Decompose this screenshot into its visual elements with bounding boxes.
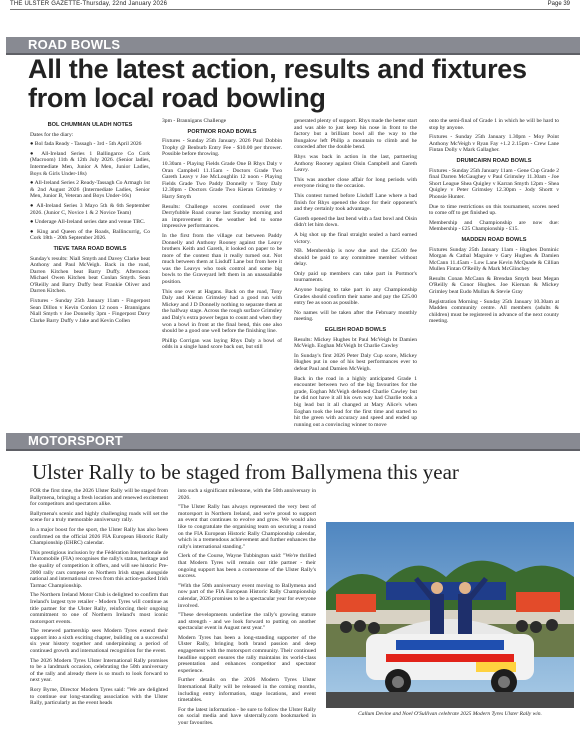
column-paragraph: ● Underage All-Ireland series date and venue TBC. [30, 219, 146, 226]
column-subheading: TIEVE TARA ROAD BOWLS [53, 245, 127, 252]
column-paragraph: Registration Morning - Sunday 25th January 10.30am at Madden community centre. All members (adults & children) must be registered in advance of the next county meeting. [429, 298, 560, 325]
header-rule [10, 9, 570, 10]
column-paragraph: Fixtures - Sunday 25th January 11am - Fingerpost Sean Dillon v Kevin Conlon 12 noon - Brannigans Niall Smyth v Joe Donnelly 3pm - Fingerpost Davy Clarke Barry Duffy v Jake and Kevin Collen [30, 298, 150, 324]
article-paragraph: "These developments underline the rally's growing stature and strength - and we look forward to putting on another spectacular event in August next year." [178, 612, 316, 632]
column-paragraph: Results Conan McCann & Brendan Smyth beat Megan O'Reilly & Conor Hughes. Joe Kiernan & Mickey Grimley beat Eudo Mullan & Stevie Gray [429, 275, 559, 296]
road-bowls-section-label: ROAD BOWLS [28, 37, 121, 52]
column-paragraph: Fixtures - Sunday 25th January 1.30pm - Moy Point Anthony McVeigh v Ryan Fay +1.2 2.15pm - Crew Lane Fintan Dolly v Mark Gallagher. [429, 134, 559, 154]
column-paragraph: Dates for the diary: [30, 131, 74, 138]
article-paragraph: Modern Tyres has been a long-standing supporter of the Ulster Rally, bringing both brand passion and deep engagement with the motorsport community. Their continued headline support ensures the rally maintains its world-class presentation and enhances competitor and spectator experience. [178, 634, 316, 674]
column-paragraph: A big shot up the final straight sealed a hard earned victory. [294, 231, 417, 245]
page-header [0, 0, 580, 10]
article-paragraph: The Northern Ireland Motor Club is delighted to confirm that Ireland's largest tyre retailer - Modern Tyres will continue as title partner for the Ulster Rally, reinforcing their ongoing commitment to one of Northern Ireland's most iconic motorsport events. [30, 592, 168, 625]
article-paragraph: This prestigious inclusion by the Fédération Internationale de l'Automobile (FIA) recognises the rally's status, heritage and the quality of competition it offers, and will see historic Pre-2000 rally cars compete on Northern Irish stages alongside national and international crews from this action-packed Irish Tarmac Championship. [30, 549, 168, 589]
column-subheading: PORTMOR ROAD BOWLS [187, 128, 257, 135]
road-bowls-headline: All the latest action, results and fixtures from local road bowling [28, 54, 527, 113]
column-subheading: DRUMCAIRN ROAD BOWLS [456, 157, 532, 164]
article-paragraph: FOR the first time, the 2026 Ulster Rally will be staged from Ballymena, bringing a fresh location and renewed excitement for competitors and spectators alike. [30, 488, 168, 508]
column-paragraph: Results: Mickey Hughes bt Paul McVeigh bt Damien McVeigh. Eoghan McVeigh bt Charlie Cawley [294, 336, 417, 350]
article-paragraph: Rory Byrne, Director Modern Tyres said: "We are delighted to continue our long-standing association with the Ulster Rally, particularly as the event heads [30, 687, 168, 707]
motorsport-section-label: MOTORSPORT [28, 433, 123, 448]
column-paragraph: generated plenty of support. Rhys made the better start and was able to just keep his nose in front to the factory but a brilliant bowl all the way to the Bungalow left Philip a mountain to climb and he conceded after the double bend. [294, 118, 417, 151]
column-paragraph: Fixtures Sunday 25th January 11am - Hughes Dominic Morgan & Cathal Maguire v Gary Hughes & Damien McCann 11.45am - Low Lane Kevin McQuade & Cillian Mullen Fintan O'Reilly & Mark McGlinchey [429, 246, 559, 273]
road-bowls-column-2 [162, 118, 282, 354]
motorsport-column-2 [178, 488, 316, 730]
rally-celebration-photo [326, 522, 574, 708]
column-paragraph: This one over at Hagans. Back on the road, Tony Daly and Kieran Grimsley had a good run with Mickey and J D Donnelly nothing to separate them at the halfway stage. Across the rough surface Grimsley and Daly's extra power began to count and when they won a bowl in front at the final bend, this one also should be a good one well before the finishing line. [162, 288, 282, 335]
column-paragraph: This contest turned before Lisduff Lane where a bad finish for Rhys opened the door for their opponent's and they certainly took advantage. [294, 192, 417, 213]
photo-caption: Callum Devine and Noel O'Sullivan celebrate 2025 Modern Tyres Ulster Rally win. [358, 711, 542, 717]
column-paragraph: No names will be taken after the February monthly meeting. [294, 309, 417, 323]
motorsport-section-bar [6, 433, 580, 449]
road-bowls-section-bar [6, 37, 580, 53]
road-bowls-column-4 [429, 118, 559, 328]
column-paragraph: 3pm - Brannigans Challenge [162, 118, 227, 124]
article-paragraph: For the latest information - be sure to follow the Ulster Rally on social media and have ulsterrally.com bookmarked in your favourites. [178, 706, 316, 726]
column-paragraph: Fixtures - Sunday 25th January 11am - Gene Cup Grade 2 final Darren McGaughey v Paul Grimsley 11.30am - Joe Short League Shea Quigley v Karran Smyth 12pm - Shea Quigley v Peter Grimsley 12.30pm - Jody Shortt v Phonsie Hunter. [429, 167, 559, 200]
column-paragraph: 10.30am - Playing Fields Grade One B Rhys Daly v Oran Campbell 11.15am - Doctors Grade Two Gareth Leavy v Joe McLoughlin 12 noon - Playing Fields Grade Two Paddy Donnelly v Tony Daly 12.30pm - Doctors Grade Two Kieran Grimsley v Harry Smyth [162, 160, 282, 200]
article-paragraph: "With the 50th anniversary event moving to Ballymena and now part of the FIA European Historic Rally Championship calendar, 2026 promises to be a spectacular year for everyone involved. [178, 582, 317, 609]
column-paragraph: Results: Challenge scores continued over the Derryfubble Road course last Sunday morning and an improvement in the weather led to some impressive performances. [162, 203, 282, 230]
column-paragraph: onto the semi-final of Grade 1 in which he will be hard to stop by anyone. [429, 118, 559, 131]
road-bowls-column-3 [294, 118, 417, 431]
article-paragraph: "The Ulster Rally has always represented the very best of motorsport in Northern Ireland, and we're proud to support an event that continues to evolve and grow. We would also like to congratulate the organising team on securing a round on the FIA European Historic Rally Championship calendar, which is a tremendous achievement and further enhances the rally's international standing." [178, 504, 316, 550]
newspaper-dateline: THE ULSTER GAZETTE-Thursday, 22nd January 2026 [10, 1, 168, 7]
article-paragraph: In a major boost for the sport, the Ulster Rally has also been confirmed on the official 2026 FIA European Historic Rally Championship (EHRC) calendar. [30, 526, 168, 547]
column-paragraph: ● All-Ireland Series 3 Mayo 5th & 6th September 2026. (Junior C, Novice 1 & 2 Novice Team) [30, 202, 150, 216]
column-paragraph: NB. Membership is now due and the £25.00 fee should be paid to any committee member without delay. [294, 248, 417, 268]
column-paragraph: Phillip Corrigan was laying Rhys Daly a bowl of odds in a single hand score back out, but still [162, 337, 282, 351]
column-paragraph: Anyone hoping to take part in any Championship Grades should confirm their name and pay the £25.00 entry fee as soon as possible. [294, 287, 417, 307]
motorsport-column-1 [30, 488, 168, 710]
column-paragraph: Rhys was back in action in the last, partnering Anthony Rooney against Oisin Campbell and Gareth Leavy. [294, 153, 417, 174]
article-paragraph: Clerk of the Course, Wayne Tubbington said: "We're thrilled that Modern Tyres will remain our title partner - their ongoing support has been a cornerstone of the Ulster Rally's success. [178, 553, 316, 580]
column-paragraph: ● Bol fada Ready - Tassagh - 3rd - 5th April 2026 [30, 141, 142, 148]
article-paragraph: The 2026 Modern Tyres Ulster International Rally promises to be a landmark occasion, celebrating the 50th anniversary of the rally and already there is so much to look forward to next year. [30, 657, 168, 684]
column-paragraph: This was another close affair for long periods with everyone rising to the occasion. [294, 176, 417, 190]
column-subheading: EGLISH ROAD BOWLS [324, 327, 387, 334]
column-paragraph: Fixtures - Sunday 25th January. 2026 Paul Dobbin Trophy @ Benburb Entry Fee - $10.00 per thrower. Possible before throwing. [162, 138, 282, 158]
article-paragraph: Further details on the 2026 Modern Tyres Ulster International Rally will be released in the coming months, including entry information, stage locations, and event timetables. [178, 677, 316, 704]
article-paragraph: into such a significant milestone, with the 50th anniversary in 2026. [178, 488, 316, 501]
rally-photo-illustration [326, 522, 574, 708]
column-paragraph: In Sunday's first 2026 Peter Daly Cup score, Mickey Hughes put in one of his best performances ever to defeat Paul and Damien McVeigh. [294, 352, 417, 372]
column-paragraph: ● All-Ireland Series 1 Ballingarce Co Cork (Macroom) 11th & 12th July 2026. (Senior ladies, Intermediate Men, Junior A Men, Junior Ladies, Boys & Girls Under-18s) [30, 150, 150, 177]
column-paragraph: Only paid up members can take part in Portmor's tournaments. [294, 270, 417, 284]
page-number: Page 39 [547, 1, 570, 7]
column-paragraph: Due to time restrictions on this tournament, scores need to come off to get finished up. [429, 203, 559, 217]
column-paragraph: In the first from the village cut between Paddy Donnelly and Anthony Rooney against the Leavy brothers Keith and Gareth, it looked on paper to be more of the contest than it really turned out. Not much between them at Lisduff Lane but from here it was the Leavys who took control and some big bowls to the Graveyard left them in an unassailable position. [162, 232, 282, 286]
article-paragraph: Ballymena's scenic and highly challenging roads will set the scene for a truly memorable anniversary rally. [30, 510, 168, 524]
column-subheading: BOL CHUMMAN ULADH NOTES [47, 122, 133, 128]
column-paragraph: ● All-Ireland Series 2 Ready-Tassagh Co Armagh 1st & 2nd August 2026 (Intermediate Ladies, Senior Men, Junior B, Veteran and Boys Under-16s) [30, 180, 150, 200]
column-paragraph: Sunday's results: Niall Smyth and Davey Clarke beat Anthony and Paul McVeigh. Back in the road, Darren Kitchen beat Barry Duffy. Afternoon: Michael Owen Kitchen beat Conlan Smyth. Sean O'Reilly and Barry Duffy beat Frankie Oliver and Darren Kitchen. [30, 255, 150, 295]
article-paragraph: The renewed partnership sees Modern Tyres extend their support into a sixth exciting chapter, building on a successful six year history together and underpinning a period of continued growth and international recognition for the event. [30, 628, 168, 655]
column-paragraph: Gareth opened the last bend with a fast bowl and Oisin didn't let him down. [294, 215, 417, 229]
column-paragraph: ● King and Queen of the Roads, Ballincurrig, Co Cork 18th - 20th September 2026. [30, 228, 150, 242]
column-subheading: MADDEN ROAD BOWLS [461, 236, 527, 243]
column-paragraph: Membership and Championship are now due: Membership - £25 Championship - £15. [429, 219, 559, 233]
column-paragraph: Back in the road in a highly anticipated Grade 1 encounter between two of the big favourites for the grade, Eoghan McVeigh defeated Charlie Cawley but he did not have it all his own way had Charlie took a big lead but it all changed at Mary Alice's when Eoghan took the lead for the first time and started to hit the green with accuracy and speed and ended up running out a convincing winner to move [294, 375, 417, 428]
road-bowls-column-1 [30, 118, 150, 327]
motorsport-headline: Ulster Rally to be staged from Ballymena this year [32, 460, 459, 484]
